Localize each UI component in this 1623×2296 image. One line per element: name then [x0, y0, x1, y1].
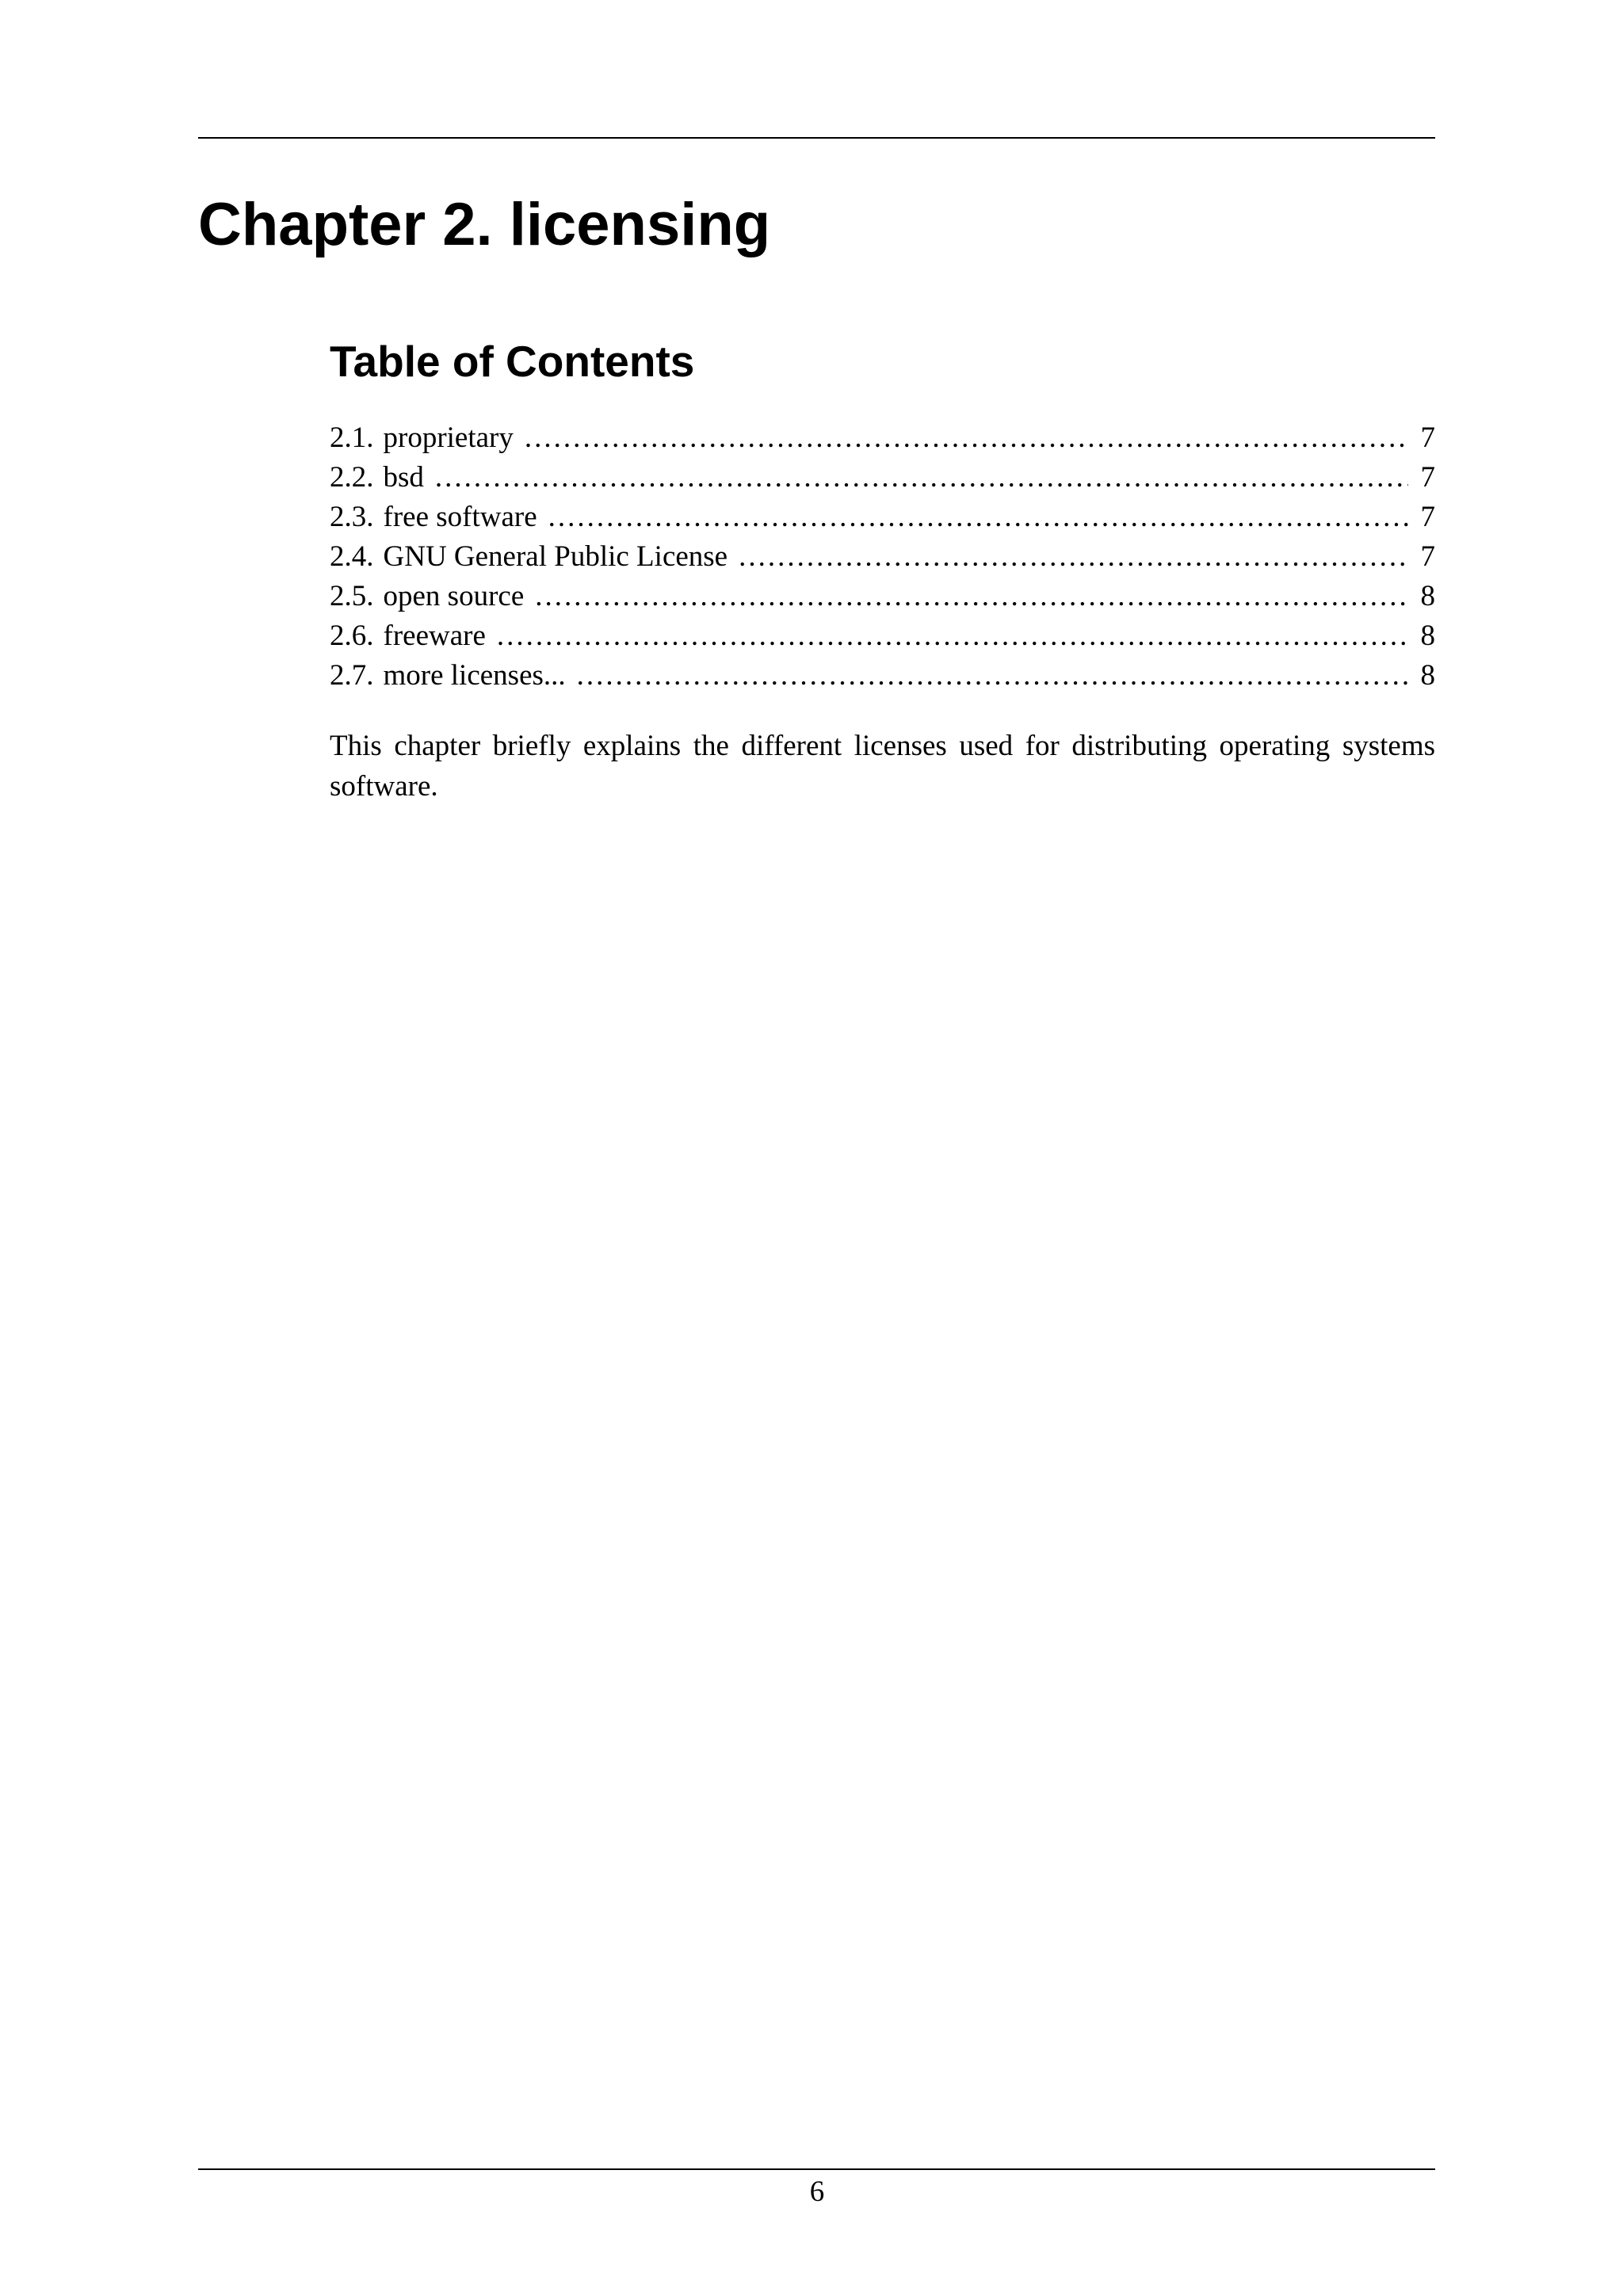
- toc-entry-link[interactable]: proprietary: [383, 421, 514, 454]
- toc-entry-number: 2.7.: [330, 659, 374, 692]
- toc-entry-link[interactable]: more licenses...: [383, 659, 566, 692]
- toc-dot-leader: [497, 616, 1408, 656]
- toc-entry-page: 7: [1420, 540, 1435, 573]
- toc-entry-link[interactable]: freeware: [383, 620, 486, 652]
- footer-rule: [198, 2168, 1435, 2170]
- toc-entry-number: 2.1.: [330, 421, 374, 454]
- toc-entry-proprietary[interactable]: [330, 418, 1435, 458]
- toc-entry-gpl[interactable]: [330, 537, 1435, 577]
- toc-entry-page: 8: [1420, 620, 1435, 652]
- toc-entry-page: 7: [1420, 501, 1435, 533]
- toc-dot-leader: [435, 458, 1408, 498]
- page-number: 6: [809, 2176, 825, 2208]
- toc-entry-page: 8: [1420, 580, 1435, 612]
- toc-entry-page: 7: [1420, 421, 1435, 454]
- table-of-contents: [330, 418, 1435, 696]
- toc-dot-leader: [739, 537, 1408, 577]
- toc-entry-page: 8: [1420, 659, 1435, 692]
- toc-entry-bsd[interactable]: [330, 458, 1435, 498]
- toc-entry-link[interactable]: free software: [383, 501, 537, 533]
- toc-entry-number: 2.6.: [330, 620, 374, 652]
- toc-entry-link[interactable]: bsd: [383, 461, 424, 494]
- toc-entry-more-licenses[interactable]: [330, 656, 1435, 696]
- toc-entry-number: 2.2.: [330, 461, 374, 494]
- toc-dot-leader: [525, 418, 1408, 458]
- toc-heading: Table of Contents: [330, 337, 695, 386]
- toc-entry-link[interactable]: GNU General Public License: [383, 540, 728, 573]
- toc-entry-page: 7: [1420, 461, 1435, 494]
- toc-dot-leader: [535, 577, 1408, 616]
- toc-entry-open-source[interactable]: [330, 577, 1435, 616]
- toc-entry-freeware[interactable]: [330, 616, 1435, 656]
- toc-entry-link[interactable]: open source: [383, 580, 525, 612]
- toc-entry-number: 2.3.: [330, 501, 374, 533]
- toc-dot-leader: [577, 656, 1408, 696]
- header-rule: [198, 137, 1435, 139]
- chapter-intro-paragraph: This chapter briefly explains the different licenses used for distributing operating systems software.: [330, 730, 1435, 803]
- toc-entry-number: 2.4.: [330, 540, 374, 573]
- toc-entry-number: 2.5.: [330, 580, 374, 612]
- toc-entry-free-software[interactable]: [330, 498, 1435, 537]
- chapter-title: Chapter 2. licensing: [198, 191, 771, 258]
- toc-dot-leader: [548, 498, 1408, 537]
